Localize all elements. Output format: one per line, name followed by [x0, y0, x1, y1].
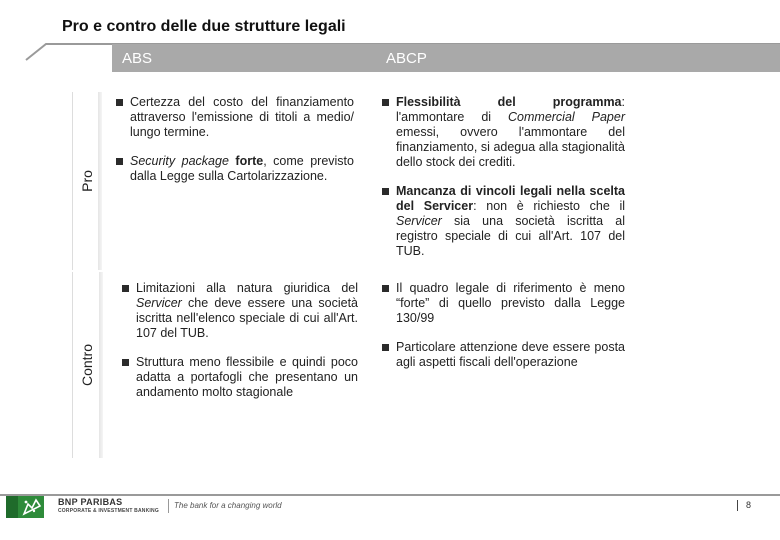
cell-pro-abs	[116, 95, 354, 184]
square-bullet-icon	[116, 99, 123, 106]
bullet-item	[382, 340, 625, 370]
square-bullet-icon	[382, 344, 389, 351]
bullet-text: Limitazioni alla natura giuridica del	[136, 281, 358, 295]
column-header-abcp: ABCP	[386, 50, 427, 67]
bullet-text: Certezza del costo del finanziamento attraverso l'emissione di titoli a medio/ lungo termine.	[130, 95, 354, 139]
bullet-text: emessi, ovvero l'ammontare del finanziamento, si adegua alla stagionalità dello stock dei crediti.	[396, 125, 625, 169]
square-bullet-icon	[382, 285, 389, 292]
bullet-text: sia una società iscritta al registro speciale di cui all'Art. 107 del TUB.	[396, 214, 625, 258]
cell-contro-abcp	[382, 281, 625, 370]
bullet-item	[382, 281, 625, 326]
bullet-text: Commercial Paper	[508, 110, 625, 124]
bnp-paribas-stars-logo-icon	[6, 496, 44, 518]
bullet-text: Struttura meno flessibile e quindi poco adatta a portafogli che presentano un andamento molto stagionale	[136, 355, 358, 399]
row-label-pro-text: Pro	[78, 170, 95, 192]
bullet-text: Particolare attenzione deve essere posta agli aspetti fiscali dell'operazione	[396, 340, 625, 369]
bullet-text: Flessibilità del programma	[396, 95, 622, 109]
bullet-text: Servicer	[396, 214, 442, 228]
bullet-text: : l'ammontare di	[396, 95, 625, 124]
bullet-text: : non è richiesto che il	[473, 199, 625, 213]
page-title: Pro e contro delle due strutture legali	[62, 18, 346, 35]
page-number-separator	[737, 500, 738, 511]
bullet-text: , come previsto dalla Legge sulla Cartolarizzazione.	[130, 154, 354, 183]
square-bullet-icon	[122, 285, 129, 292]
footer-division: CORPORATE & INVESTMENT BANKING	[58, 508, 159, 514]
bullet-text: package	[175, 154, 236, 168]
square-bullet-icon	[382, 99, 389, 106]
square-bullet-icon	[382, 188, 389, 195]
bullet-text: Il quadro legale di riferimento è meno “forte” di quello previsto dalla Legge 130/99	[396, 281, 625, 325]
row-divider-pro	[98, 92, 102, 270]
bullet-item	[122, 281, 358, 341]
bullet-text: che deve essere una società iscritta nell'elenco speciale di cui all'Art. 107 del TUB.	[136, 296, 358, 340]
row-label-pro	[72, 92, 102, 270]
page-number: 8	[746, 500, 752, 510]
footer-tagline: The bank for a changing world	[174, 501, 282, 510]
bullet-text: forte	[235, 154, 264, 168]
bullet-text: Servicer	[136, 296, 182, 310]
column-header-abs: ABS	[122, 50, 153, 67]
square-bullet-icon	[122, 359, 129, 366]
bullet-item	[116, 154, 354, 184]
row-divider-contro	[99, 272, 103, 458]
bullet-text: Security	[130, 154, 176, 168]
bullet-item	[382, 184, 625, 259]
row-label-contro	[72, 272, 102, 458]
row-label-contro-text: Contro	[79, 343, 96, 387]
footer-brand: BNP PARIBAS	[58, 497, 123, 507]
cell-pro-abcp	[382, 95, 625, 259]
footer-rule	[0, 494, 780, 496]
bullet-item	[116, 95, 354, 140]
bullet-text: Mancanza di vincoli legali nella scelta del Servicer	[396, 184, 625, 213]
square-bullet-icon	[116, 158, 123, 165]
column-header-band	[112, 44, 780, 72]
bullet-item	[382, 95, 625, 170]
cell-contro-abs	[122, 281, 358, 400]
bullet-item	[122, 355, 358, 400]
footer-divider	[168, 499, 169, 513]
